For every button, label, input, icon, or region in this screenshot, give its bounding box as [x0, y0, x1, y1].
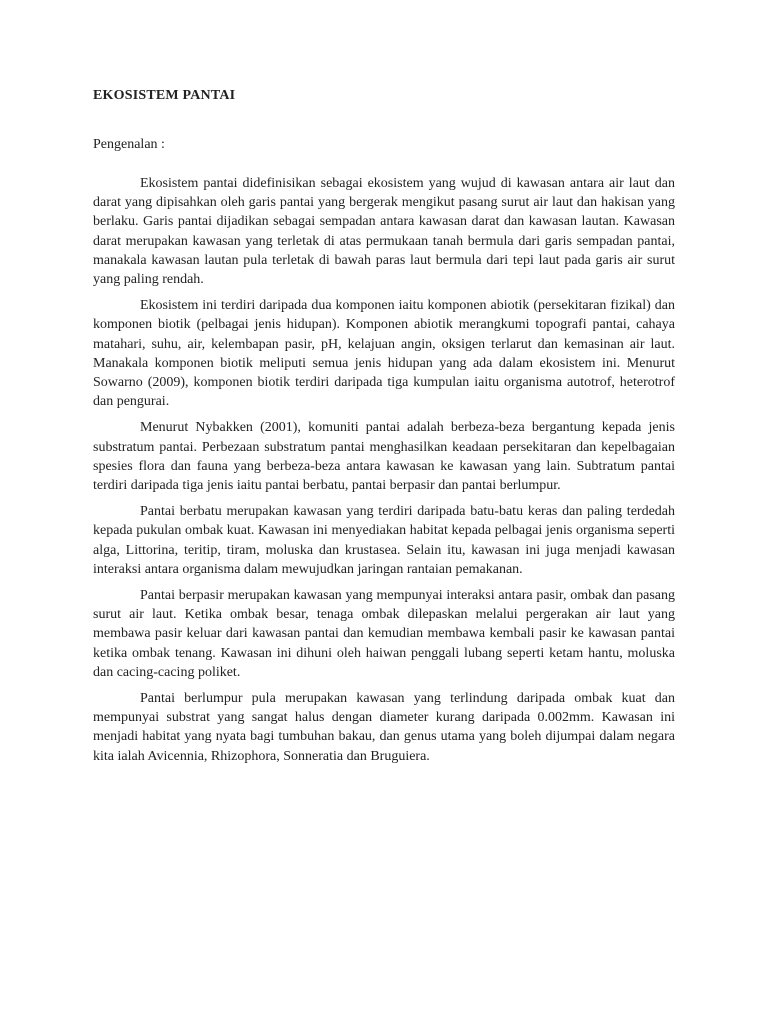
- paragraph-2: Ekosistem ini terdiri daripada dua komponen iaitu komponen abiotik (persekitaran fizikal) dan komponen biotik (pelbagai jenis hidupan). Komponen abiotik merangkumi topografi pantai, cahaya matahari, suhu, air, kelembapan pasir, pH, kelajuan angin, oksigen terlarut dan kemasinan air laut. Manakala komponen biotik meliputi semua jenis hidupan yang ada dalam ekosistem ini. Menurut Sowarno (2009), komponen biotik terdiri daripada tiga kumpulan iaitu organisma autotrof, heterotrof dan pengurai.: [93, 298, 675, 410]
- paragraph-5: Pantai berpasir merupakan kawasan yang mempunyai interaksi antara pasir, ombak dan pasang surut air laut. Ketika ombak besar, tenaga ombak dilepaskan melalui pergerakan air laut yang membawa pasir keluar dari kawasan pantai dan kemudian membawa kembali pasir ke kawasan pantai ketika ombak tenang. Kawasan ini dihuni oleh haiwan penggali lubang seperti ketam hantu, moluska dan cacing-cacing poliket.: [93, 588, 675, 680]
- document-title: EKOSISTEM PANTAI: [93, 88, 236, 103]
- paragraph-6: Pantai berlumpur pula merupakan kawasan yang terlindung daripada ombak kuat dan mempunyai substrat yang sangat halus dengan diameter kurang daripada 0.002mm. Kawasan ini menjadi habitat yang nyata bagi tumbuhan bakau, dan genus utama yang boleh dijumpai dalam negara kita ialah Avicennia, Rhizophora, Sonneratia dan Bruguiera.: [93, 691, 675, 764]
- document-page: [93, 86, 675, 766]
- section-label: Pengenalan :: [93, 137, 165, 152]
- paragraph-1: Ekosistem pantai didefinisikan sebagai ekosistem yang wujud di kawasan antara air laut dan darat yang dipisahkan oleh garis pantai yang bergerak mengikut pasang surut air laut dan hakisan yang berlaku. Garis pantai dijadikan sebagai sempadan antara kawasan darat dan kawasan lautan. Kawasan darat merupakan kawasan yang terletak di atas permukaan tanah bermula dari garis sempadan pantai, manakala kawasan lautan pula terletak di bawah paras laut bermula dari tepi laut pada garis air surut yang paling rendah.: [93, 176, 675, 288]
- paragraph-3: Menurut Nybakken (2001), komuniti pantai adalah berbeza-beza bergantung kepada jenis substratum pantai. Perbezaan substratum pantai menghasilkan keadaan persekitaran dan kepelbagaian spesies flora dan fauna yang berbeza-beza antara kawasan ke kawasan yang lain. Subtratum pantai terdiri daripada tiga jenis iaitu pantai berbatu, pantai berpasir dan pantai berlumpur.: [93, 420, 675, 494]
- paragraph-4: Pantai berbatu merupakan kawasan yang terdiri daripada batu-batu keras dan paling terdedah kepada pukulan ombak kuat. Kawasan ini menyediakan habitat kepada pelbagai jenis organisma seperti alga, Littorina, teritip, tiram, moluska dan krustasea. Selain itu, kawasan ini juga menjadi kawasan interaksi antara organisma dalam mewujudkan jaringan rantaian pemakanan.: [93, 504, 675, 577]
